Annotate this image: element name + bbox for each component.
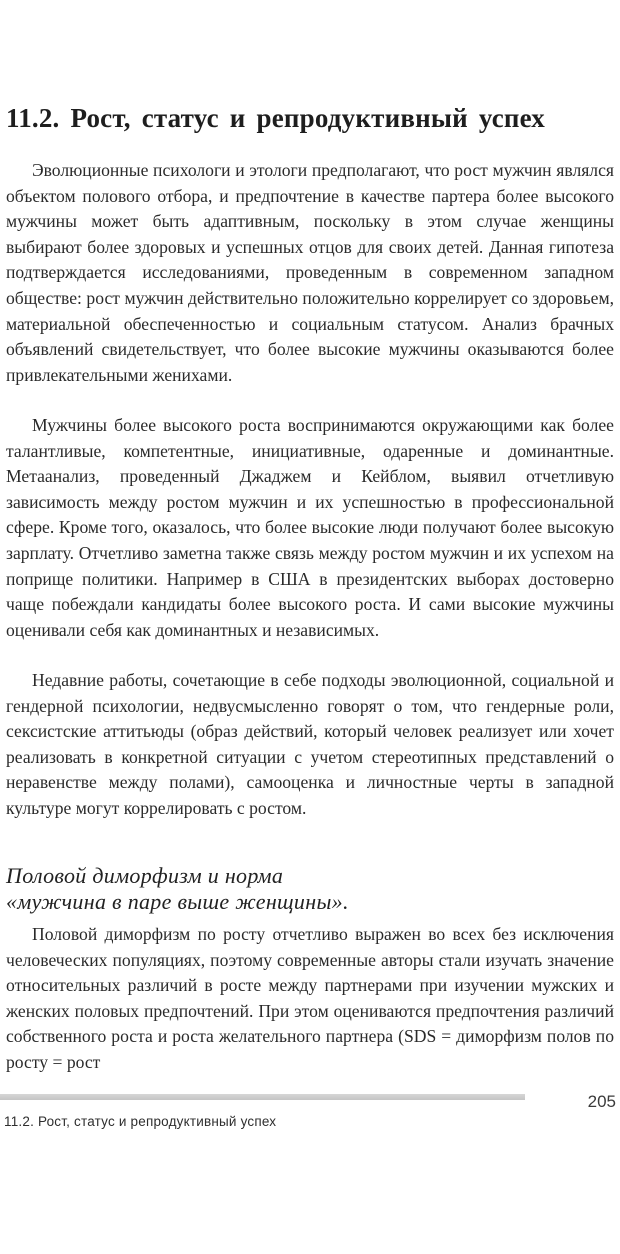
subsection-heading-line-2: «мужчина в паре выше женщины». bbox=[6, 889, 349, 914]
paragraph-gender-roles: Недавние работы, сочетающие в себе подходы эволюционной, социальной и гендерной психологии, недвусмысленно говорят о том, что гендерные роли, сексистские аттитьюды (образ действий, который человек реализует или хочет реализовать в конкретной ситуации с учетом стереотипных представлений о неравенстве между полами), самооценка и личностные черты в западной культуре могут коррелировать с ростом. bbox=[6, 670, 614, 818]
paragraph-perception-of-tall-men: Мужчины более высокого роста воспринимаются окружающими как более талантливые, компетентные, инициативные, одаренные и доминантные. Метаанализ, проведенный Джаджем и Кейблом, выявил отчетливую зависимость между ростом мужчин и их успешностью в профессиональной сфере. Кроме того, оказалось, что более высокие люди получают более высокую зарплату. Отчетливо заметна также связь между ростом мужчин и их успехом на поприще политики. Например в США в президентских выборах достоверно чаще побеждали кандидаты более высокого роста. И сами высокие мужчины оценивали себя как доминантных и независимых. bbox=[6, 415, 614, 640]
subsection-heading bbox=[6, 863, 606, 915]
footer-divider bbox=[0, 1094, 525, 1100]
page-number: 205 bbox=[587, 1092, 616, 1111]
subsection-heading-line-1: Половой диморфизм и норма bbox=[6, 863, 284, 888]
section-heading: 11.2. Рост, статус и репродуктивный успех bbox=[6, 103, 545, 133]
running-footer-title: 11.2. Рост, статус и репродуктивный успех bbox=[4, 1114, 277, 1129]
paragraph-sexual-dimorphism: Половой диморфизм по росту отчетливо выражен во всех без исключения человеческих популяциях, поэтому современные авторы стали изучать значение относительных различий в росте между партнерами при изучении мужских и женских половых предпочтений. При этом оцениваются предпочтения различий собственного роста и роста желательного партнера (SDS = диморфизм полов по росту = рост bbox=[6, 924, 614, 1072]
paragraph-height-and-sexual-selection: Эволюционные психологи и этологи предполагают, что рост мужчин являлся объектом полового отбора, и предпочтение в качестве партера более высокого мужчины может быть адаптивным, поскольку в этом случае женщины выбирают более здоровых и успешных отцов для своих детей. Данная гипотеза подтверждается исследованиями, проведенным в современном западном обществе: рост мужчин действительно положительно коррелирует со здоровьем, материальной обеспеченностью и социальным статусом. Анализ брачных объявлений свидетельствует, что более высокие мужчины оказываются более привлекательными женихами. bbox=[6, 160, 614, 385]
